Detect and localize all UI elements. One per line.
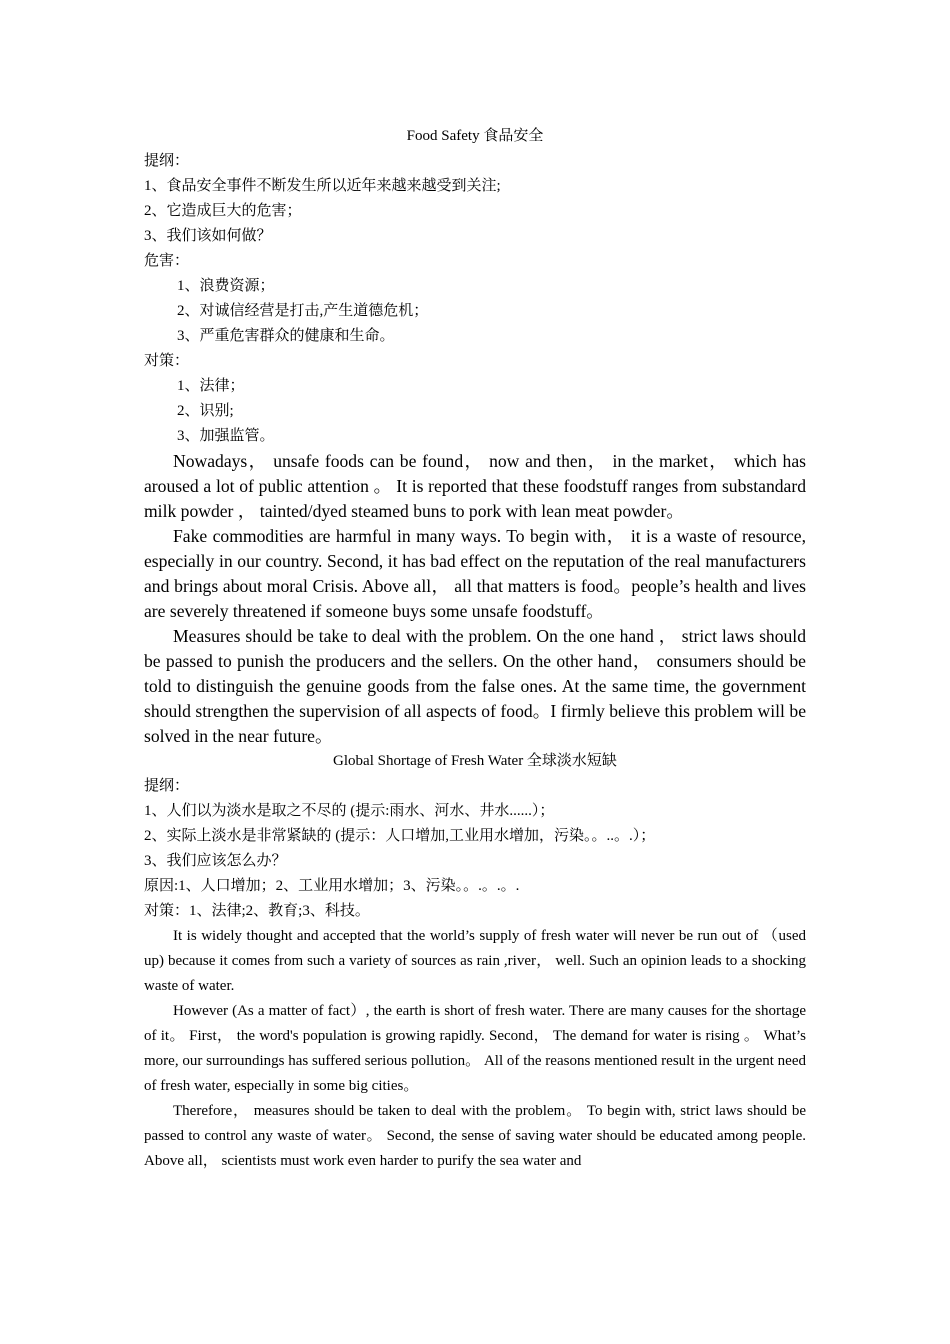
outline-item: 3、我们应该怎么办？ (144, 853, 287, 869)
outline-item: 1、人们以为淡水是取之不尽的 (提示:雨水、河水、井水......）； (144, 803, 555, 819)
essay-paragraph: However (As a matter of fact）, the earth is short of fresh water. There are many causes for the shortage of it。 First， the word's population is growing rapidly. Second， The demand for water is rising 。 What’s more, our surroundings has suffered serious pollution。 All of the reasons mentioned result in the urgent need of fresh water, especially in some big cities。 (144, 1003, 806, 1094)
outline-item: 1、食品安全事件不断发生所以近年来越来越受到关注; (144, 178, 501, 194)
essay-title: Food Safety 食品安全 (406, 128, 544, 144)
harm-item: 2、对诚信经营是打击,产生道德危机； (177, 303, 429, 319)
document-body (144, 124, 806, 1174)
essay-paragraph: Nowadays， unsafe foods can be found， now and then， in the market， which has aroused a lot of public attention 。 It is reported that these foodstuff ranges from substandard milk powder ， tainted/dyed steamed buns to pork with lean meat powder。 (144, 451, 806, 521)
harm-item: 3、严重危害群众的健康和生命。 (177, 328, 395, 344)
measures-item: 2、识别; (177, 403, 234, 419)
outline-item: 2、实际上淡水是非常紧缺的 (提示：人口增加,工业用水增加，污染。。..。.）； (144, 828, 656, 844)
measures-item: 3、加强监管。 (177, 428, 275, 444)
essay-title: Global Shortage of Fresh Water 全球淡水短缺 (333, 753, 617, 769)
causes-line: 原因:1、人口增加；2、工业用水增加；3、污染。。.。.。. (144, 878, 520, 894)
measures-line: 对策：1、法律;2、教育;3、科技。 (144, 903, 370, 919)
measures-label: 对策： (144, 353, 190, 369)
harm-label: 危害： (144, 253, 190, 269)
essay-paragraph: Therefore， measures should be taken to deal with the problem。 To begin with, strict laws should be passed to control any waste of water。 Second, the sense of saving water should be educated among people. Above all， scientists must work even harder to purify the sea water and (144, 1103, 806, 1169)
outline-label: 提纲： (144, 778, 190, 794)
essay-paragraph: Fake commodities are harmful in many ways. To begin with， it is a waste of resource, especially in our country. Second, it has bad effect on the reputation of the real manufacturers and brings about moral Crisis. Above all， all that matters is food。people’s health and lives are severely threatened if someone buys some unsafe foodstuff。 (144, 526, 806, 621)
harm-item: 1、浪费资源； (177, 278, 275, 294)
outline-item: 3、我们该如何做？ (144, 228, 272, 244)
outline-label: 提纲： (144, 153, 190, 169)
measures-item: 1、法律； (177, 378, 245, 394)
essay-paragraph: Measures should be take to deal with the problem. On the one hand ， strict laws should be passed to punish the producers and the sellers. On the other hand， consumers should be told to distinguish the genuine goods from the false ones. At the same time, the government should strengthen the supervision of all aspects of food。I firmly believe this problem will be solved in the near future。 (144, 626, 806, 746)
essay-paragraph: It is widely thought and accepted that the world’s supply of fresh water will never be run out of （used up) because it comes from such a variety of sources as rain ,river， well. Such an opinion leads to a shocking waste of water. (144, 928, 806, 994)
outline-item: 2、它造成巨大的危害； (144, 203, 302, 219)
